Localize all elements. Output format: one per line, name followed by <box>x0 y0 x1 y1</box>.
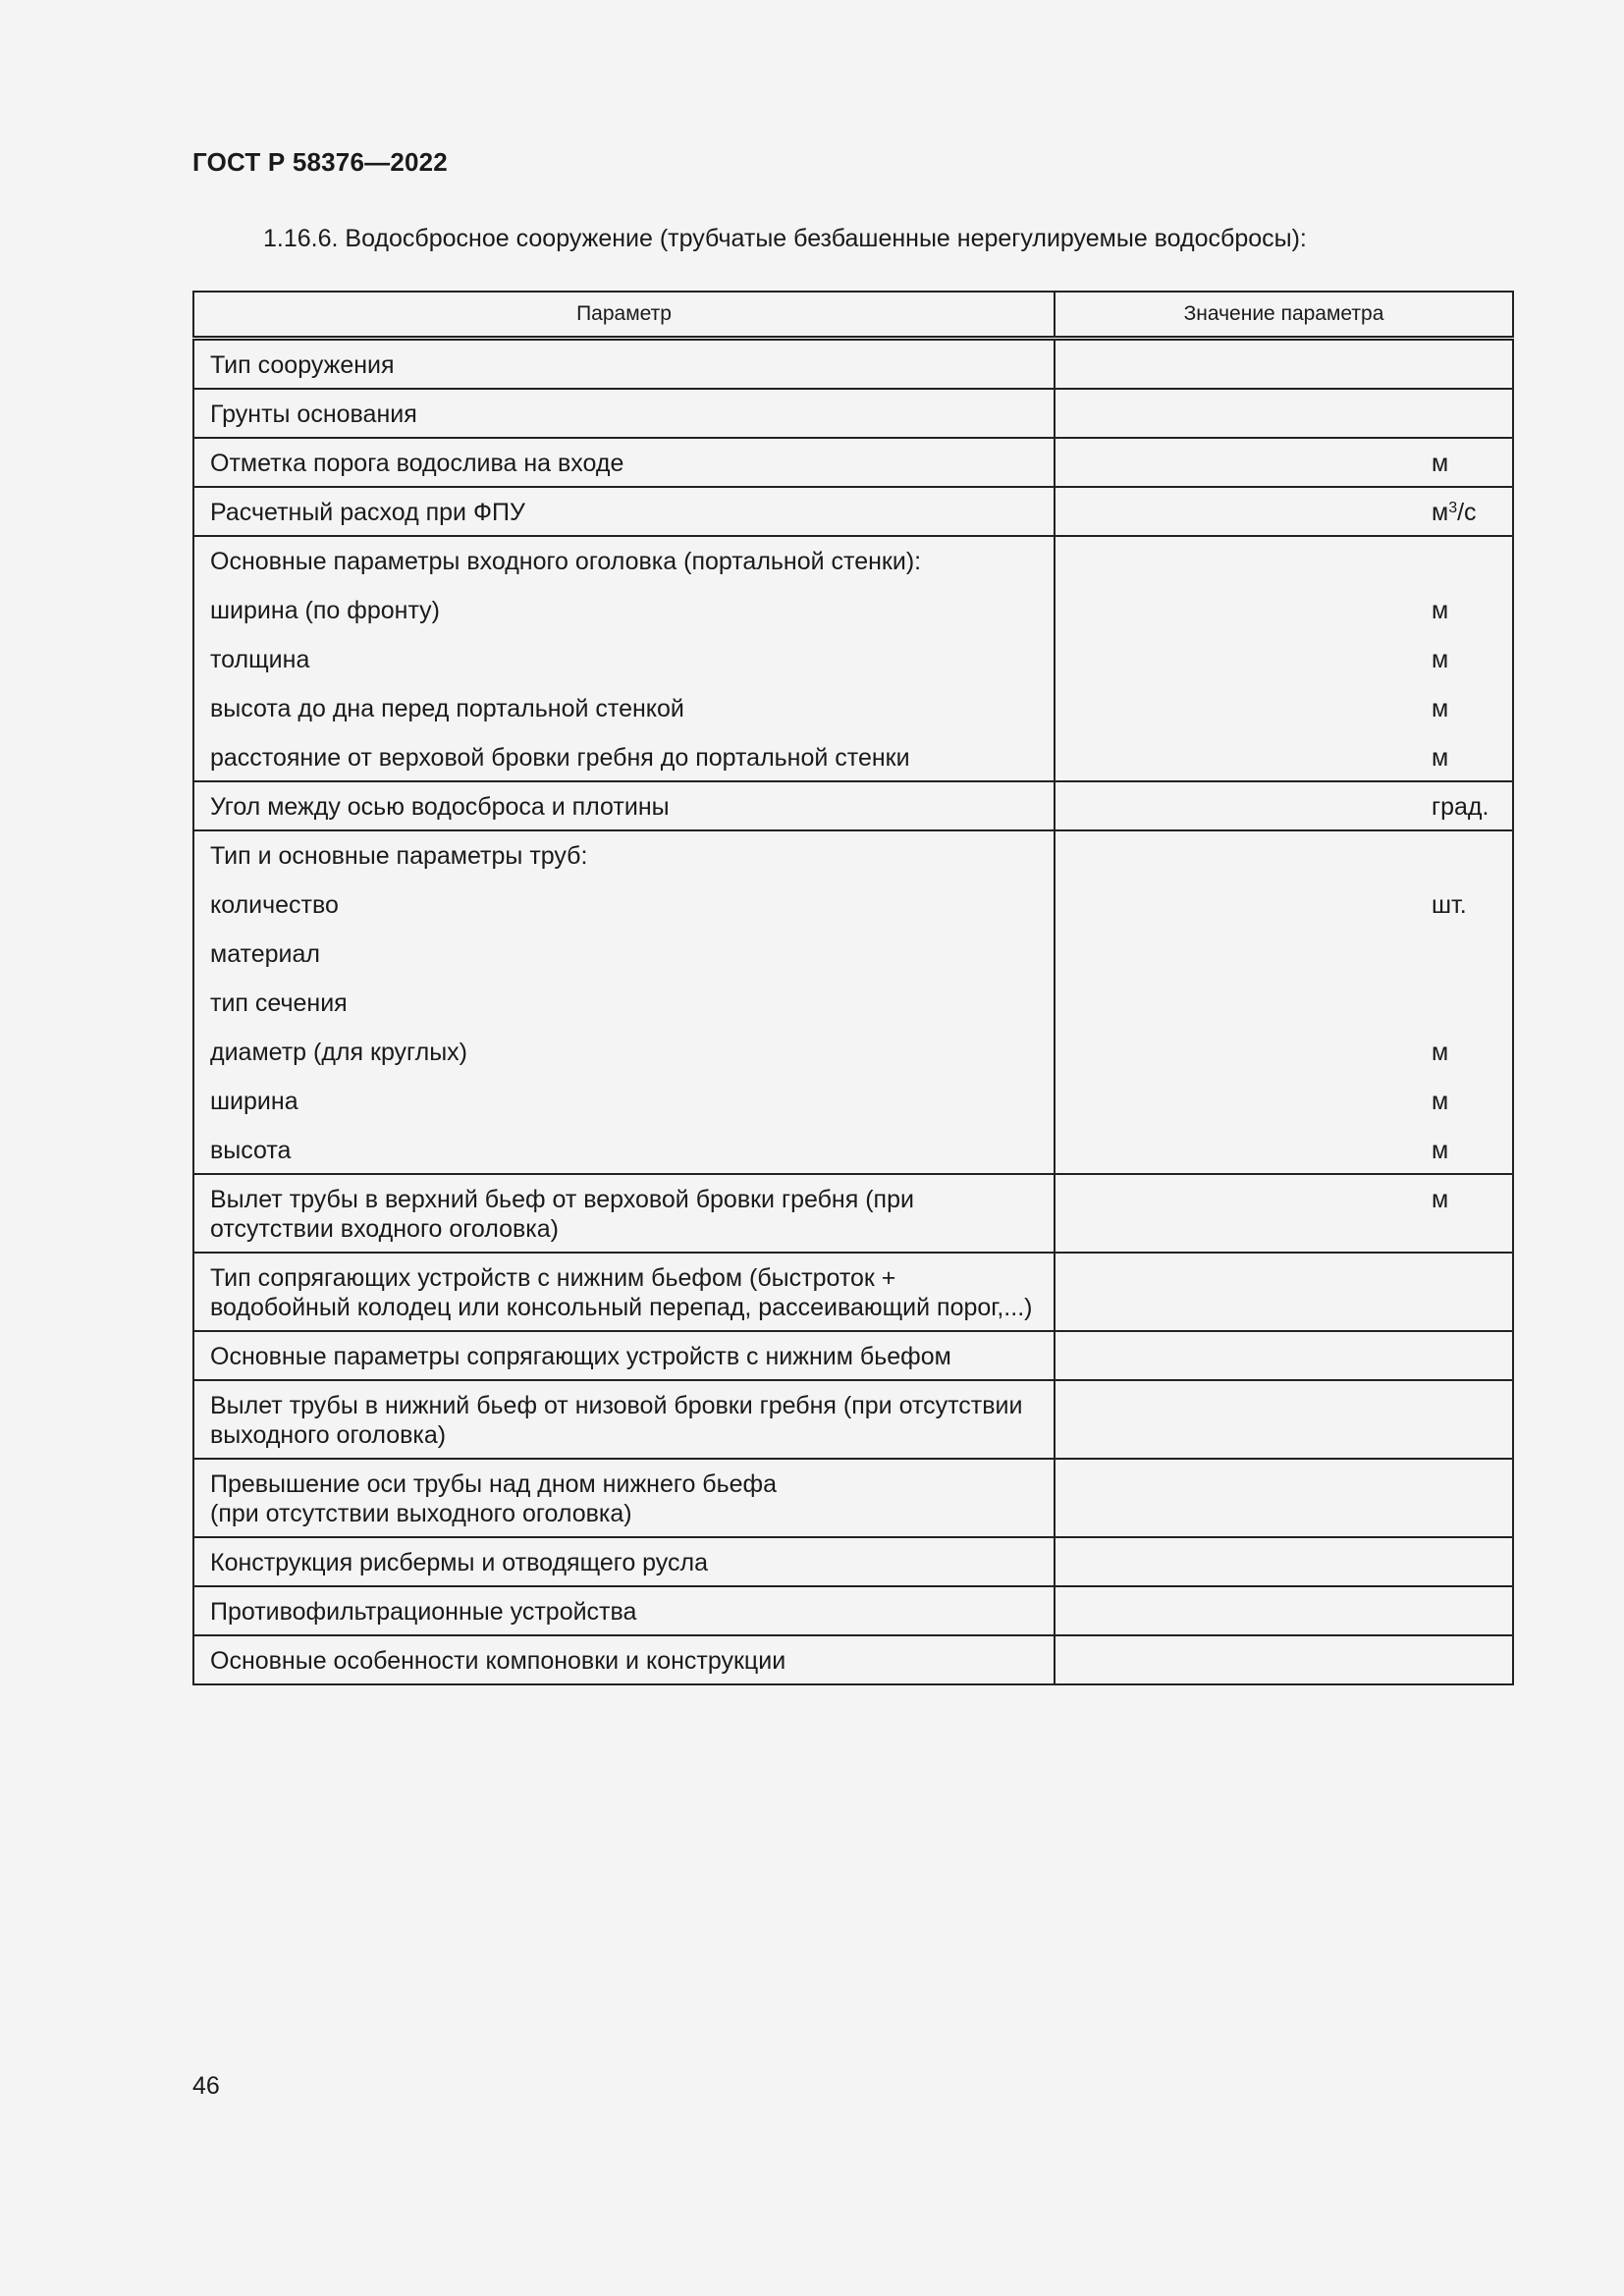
value-cell <box>1055 487 1513 536</box>
table-row <box>193 339 1513 390</box>
parameter-cell <box>193 830 1055 1174</box>
column-header-value: Значение параметра <box>1055 292 1513 339</box>
parameter-cell <box>193 1459 1055 1537</box>
parameter-text: высота <box>210 1137 292 1164</box>
value-cell <box>1055 830 1513 1174</box>
parameter-cell <box>193 781 1055 830</box>
unit-label: $м^3/с$ <box>1432 499 1477 526</box>
parameter-cell <box>193 1380 1055 1459</box>
parameters-table <box>192 291 1514 1685</box>
parameter-text: тип сечения <box>210 989 348 1017</box>
table-row <box>193 830 1513 1174</box>
parameter-text: расстояние от верховой бровки гребня до портальной стенки <box>210 744 910 772</box>
table-row <box>193 1537 1513 1586</box>
value-cell <box>1055 536 1513 781</box>
table-row <box>193 1586 1513 1635</box>
value-cell <box>1055 1380 1513 1459</box>
unit-label: м <box>1432 695 1449 722</box>
table-row <box>193 389 1513 438</box>
parameter-text: Отметка порога водослива на входе <box>210 450 624 477</box>
parameter-text: Основные особенности компоновки и конструкции <box>210 1647 786 1675</box>
parameter-cell <box>193 339 1055 390</box>
parameter-text: Превышение оси трубы над дном нижнего бьефа <box>210 1470 778 1498</box>
table-row <box>193 1174 1513 1253</box>
parameter-text: Противофильтрационные устройства <box>210 1598 637 1626</box>
parameter-cell <box>193 1537 1055 1586</box>
value-cell <box>1055 339 1513 390</box>
value-cell <box>1055 1174 1513 1253</box>
parameter-text: Конструкция рисбермы и отводящего русла <box>210 1549 709 1576</box>
document-code: ГОСТ Р 58376—2022 <box>192 147 448 177</box>
value-cell <box>1055 1331 1513 1380</box>
unit-label: град. <box>1432 793 1489 821</box>
unit-label: шт. <box>1432 891 1467 919</box>
table-row <box>193 1635 1513 1684</box>
parameter-cell <box>193 1331 1055 1380</box>
table-row <box>193 536 1513 781</box>
parameter-text: диаметр (для круглых) <box>210 1039 468 1066</box>
parameter-cell <box>193 438 1055 487</box>
value-cell <box>1055 1459 1513 1537</box>
table-row <box>193 1380 1513 1459</box>
parameter-text: ширина <box>210 1088 298 1115</box>
table-row <box>193 438 1513 487</box>
parameter-cell <box>193 1174 1055 1253</box>
value-cell <box>1055 1537 1513 1586</box>
parameter-cell <box>193 536 1055 781</box>
unit-label: м <box>1432 1186 1449 1213</box>
parameter-cell <box>193 1635 1055 1684</box>
unit-label: м <box>1432 1088 1449 1115</box>
parameter-text: толщина <box>210 646 310 673</box>
parameter-cell <box>193 1253 1055 1331</box>
parameter-cell <box>193 389 1055 438</box>
parameter-group-title: Тип и основные параметры труб: <box>210 842 588 870</box>
parameter-text: ширина (по фронту) <box>210 597 440 624</box>
unit-label: м <box>1432 1137 1449 1164</box>
value-cell <box>1055 389 1513 438</box>
parameter-text: (при отсутствии выходного оголовка) <box>210 1500 632 1527</box>
parameter-cell <box>193 487 1055 536</box>
page-number: 46 <box>192 2072 220 2100</box>
parameter-text: Угол между осью водосброса и плотины <box>210 793 670 821</box>
table-row <box>193 1459 1513 1537</box>
parameter-text: материал <box>210 940 320 968</box>
table-row <box>193 781 1513 830</box>
value-cell <box>1055 781 1513 830</box>
parameter-text: Грунты основания <box>210 400 417 428</box>
unit-label: м <box>1432 1039 1449 1066</box>
table-row <box>193 1331 1513 1380</box>
value-cell <box>1055 1635 1513 1684</box>
parameter-group-title: Основные параметры входного оголовка (портальной стенки): <box>210 548 922 575</box>
value-cell <box>1055 438 1513 487</box>
section-title: 1.16.6. Водосбросное сооружение (трубчатые безбашенные нерегулируемые водосбросы): <box>263 225 1307 252</box>
unit-label: м <box>1432 597 1449 624</box>
parameter-text: Вылет трубы в верхний бьеф от верховой бровки гребня (при отсутствии входного оголовка) <box>210 1186 914 1243</box>
value-cell <box>1055 1586 1513 1635</box>
unit-label: м <box>1432 450 1449 477</box>
column-header-parameter: Параметр <box>193 292 1055 339</box>
parameter-text: Тип сопрягающих устройств с нижним бьефом (быстроток + водобойный колодец или консольный перепад, рассеивающий порог,...) <box>210 1264 1033 1321</box>
parameter-text: Тип сооружения <box>210 351 395 379</box>
value-cell <box>1055 1253 1513 1331</box>
parameter-text: Вылет трубы в нижний бьеф от низовой бровки гребня (при отсутствии выходного оголовка) <box>210 1392 1023 1449</box>
parameter-text: Основные параметры сопрягающих устройств с нижним бьефом <box>210 1343 951 1370</box>
parameter-text: количество <box>210 891 339 919</box>
parameter-cell <box>193 1586 1055 1635</box>
unit-label: м <box>1432 646 1449 673</box>
table-header-row <box>193 292 1513 339</box>
unit-label: м <box>1432 744 1449 772</box>
table-row <box>193 487 1513 536</box>
table-row <box>193 1253 1513 1331</box>
parameter-text: высота до дна перед портальной стенкой <box>210 695 684 722</box>
parameter-text: Расчетный расход при ФПУ <box>210 499 525 526</box>
